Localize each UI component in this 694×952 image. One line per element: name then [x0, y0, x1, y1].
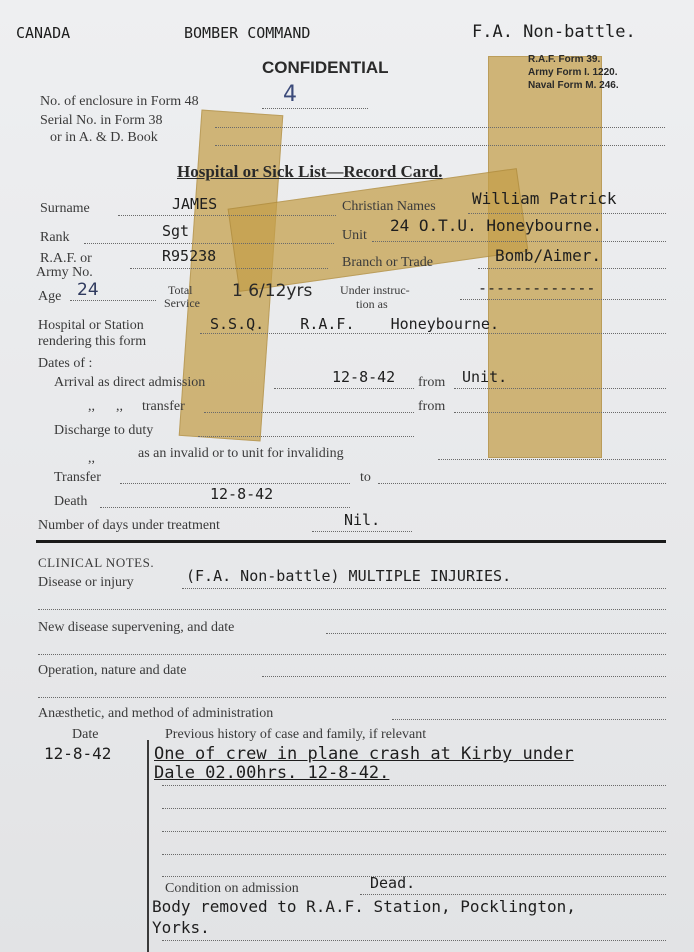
rank-line — [84, 243, 334, 244]
history-heading: Previous history of case and family, if relevant — [165, 727, 427, 742]
body-rule — [162, 940, 666, 941]
hospital-value: S.S.Q. R.A.F. Honeybourne. — [210, 315, 499, 333]
new-disease-label: New disease supervening, and date — [38, 620, 235, 635]
transfer-label: transfer — [142, 399, 185, 414]
disease-line-2 — [38, 609, 666, 610]
surname-line — [118, 215, 336, 216]
instruction-line — [460, 299, 666, 300]
enclosure-value: 4 — [283, 82, 297, 107]
rank-value: Sgt — [162, 222, 190, 240]
hospital-label: Hospital or Station — [38, 318, 144, 333]
to-label: to — [360, 470, 371, 485]
death-line — [100, 507, 350, 508]
dates-heading: Dates of : — [38, 356, 93, 371]
transfer-line — [204, 412, 414, 413]
history-line-1: One of crew in plane crash at Kirby under — [154, 744, 574, 764]
serial-label: Serial No. in Form 38 — [40, 113, 163, 128]
operation-line — [262, 676, 666, 677]
invalid-label: as an invalid or to unit for invaliding — [138, 446, 344, 461]
unit-line — [372, 241, 666, 242]
disease-value: (F.A. Non-battle) MULTIPLE INJURIES. — [186, 567, 512, 585]
condition-value: Dead. — [370, 874, 416, 892]
from-label: from — [418, 375, 446, 390]
days-line — [312, 531, 412, 532]
raf-no-line — [130, 268, 328, 269]
discharge-line — [198, 436, 414, 437]
serial-label-2: or in A. & D. Book — [50, 130, 158, 145]
raf-no-value: R95238 — [162, 247, 217, 265]
new-disease-line-2 — [38, 654, 666, 655]
operation-label: Operation, nature and date — [38, 663, 187, 678]
form-ref-army: Army Form I. 1220. — [528, 67, 618, 78]
arrival-label: Arrival as direct admission — [54, 375, 206, 390]
raf-no-label: R.A.F. or — [40, 251, 92, 266]
invalid-line — [438, 459, 666, 460]
date-value: 12-8-42 — [44, 744, 112, 763]
condition-label: Condition on admission — [165, 881, 299, 896]
age-value: 24 — [77, 280, 99, 300]
service-value: 1 6/12yrs — [232, 281, 313, 301]
hospital-label-2: rendering this form — [38, 334, 147, 349]
new-disease-line — [326, 633, 666, 634]
enclosure-line — [262, 108, 368, 109]
to-line — [378, 483, 666, 484]
surname-value: JAMES — [172, 195, 218, 213]
death-value: 12-8-42 — [210, 485, 274, 503]
disease-line — [182, 588, 666, 589]
days-value: Nil. — [344, 511, 381, 529]
condition-line — [360, 894, 666, 895]
discharge-label: Discharge to duty — [54, 423, 154, 438]
form-ref-raf: R.A.F. Form 39. — [528, 54, 601, 65]
army-no-label: Army No. — [36, 265, 93, 280]
body-line-2: Yorks. — [152, 918, 210, 937]
body-line-1: Body removed to R.A.F. Station, Pocklington, — [152, 897, 576, 916]
transfer-from-label: from — [418, 399, 446, 414]
operation-line-2 — [38, 697, 666, 698]
from-value: Unit. — [462, 368, 508, 386]
anaesthetic-label: Anæsthetic, and method of administration — [38, 706, 274, 721]
card-title: Hospital or Sick List—Record Card. — [177, 162, 443, 181]
instruction-label: Under instruc- — [340, 283, 410, 297]
header-center: BOMBER COMMAND — [184, 24, 311, 42]
unit-label: Unit — [342, 228, 367, 243]
arrival-line — [274, 388, 414, 389]
age-line — [70, 300, 156, 301]
date-heading: Date — [72, 727, 99, 742]
days-label: Number of days under treatment — [38, 518, 220, 533]
branch-line — [478, 268, 666, 269]
from-line — [454, 388, 666, 389]
service-label: Total — [168, 283, 193, 297]
header-right: F.A. Non-battle. — [472, 22, 636, 42]
anaesthetic-line — [392, 719, 666, 720]
branch-label: Branch or Trade — [342, 255, 433, 270]
death-label: Death — [54, 494, 88, 509]
serial-line — [215, 127, 665, 128]
christian-label: Christian Names — [342, 199, 436, 214]
disease-label: Disease or injury — [38, 575, 134, 590]
instruction-label-2: tion as — [356, 297, 388, 311]
branch-value: Bomb/Aimer. — [495, 246, 601, 265]
service-label-2: Service — [164, 296, 200, 310]
instruction-value: ------------- — [478, 279, 596, 297]
transfer-from-line — [454, 412, 666, 413]
christian-value: William Patrick — [472, 189, 617, 208]
ditto-marks-2: ,, — [88, 451, 95, 466]
history-line-2: Dale 02.00hrs. 12-8-42. — [154, 763, 390, 783]
header-left: CANADA — [16, 24, 71, 42]
serial-line-2 — [215, 145, 665, 146]
history-rule-4 — [162, 854, 666, 855]
transfer2-line — [120, 483, 350, 484]
page-title: CONFIDENTIAL — [262, 58, 389, 77]
unit-value: 24 O.T.U. Honeybourne. — [390, 216, 602, 235]
date-column-divider — [147, 740, 149, 952]
form-ref-naval: Naval Form M. 246. — [528, 80, 619, 91]
history-rule-2 — [162, 808, 666, 809]
hospital-line — [200, 333, 666, 334]
surname-label: Surname — [40, 201, 90, 216]
history-rule-1 — [162, 785, 666, 786]
transfer2-label: Transfer — [54, 470, 101, 485]
age-label: Age — [38, 289, 62, 304]
christian-line — [468, 213, 666, 214]
section-divider — [36, 540, 666, 543]
rank-label: Rank — [40, 230, 70, 245]
clinical-heading: CLINICAL NOTES. — [38, 555, 155, 570]
arrival-value: 12-8-42 — [332, 368, 396, 386]
enclosure-label: No. of enclosure in Form 48 — [40, 94, 199, 109]
history-rule-3 — [162, 831, 666, 832]
ditto-marks: ,, ,, — [88, 399, 123, 414]
